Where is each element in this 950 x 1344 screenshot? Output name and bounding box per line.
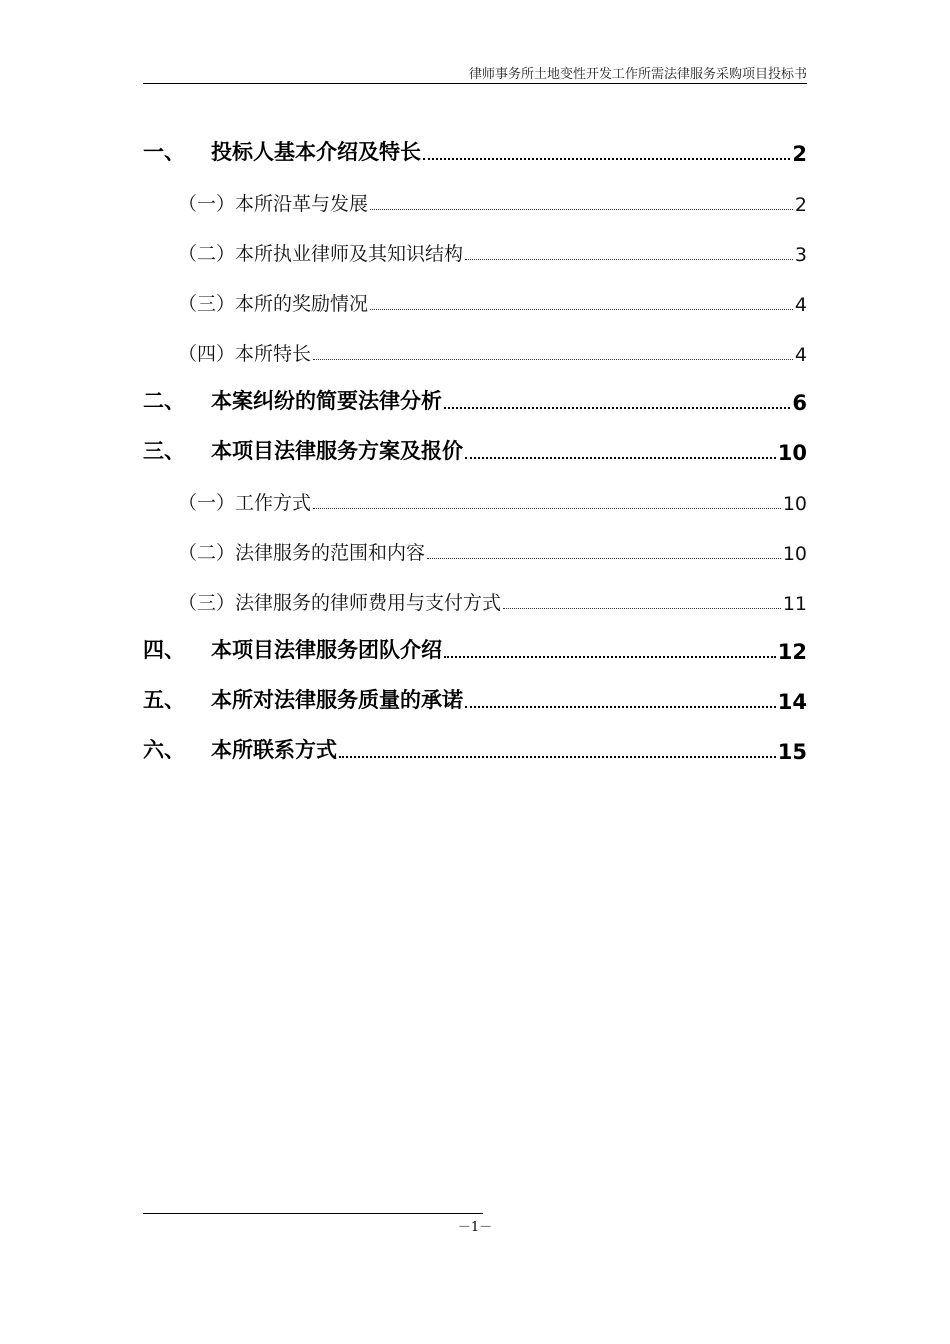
dot-leader — [465, 259, 793, 260]
toc-entry-number: 三、 — [143, 439, 185, 463]
toc-entry-number: 五、 — [143, 688, 185, 712]
toc-entry-page: 15 — [777, 740, 807, 764]
dot-leader — [339, 756, 776, 758]
toc-entry-3-2[interactable] — [178, 531, 807, 565]
toc-entry-6[interactable] — [143, 730, 807, 764]
dot-leader — [370, 309, 793, 310]
toc-entry-number: （二） — [178, 243, 236, 265]
toc-entry-page: 2 — [794, 194, 807, 216]
toc-entry-page: 4 — [794, 344, 807, 366]
dot-leader — [444, 656, 776, 658]
toc-entry-title: 本项目法律服务方案及报价 — [211, 439, 463, 463]
toc-entry-page: 14 — [777, 690, 807, 714]
toc-entry-1-2[interactable] — [178, 232, 807, 266]
toc-entry-page: 2 — [792, 142, 807, 166]
footer-rule — [143, 1213, 483, 1214]
toc-entry-page: 3 — [794, 244, 807, 266]
dot-leader — [444, 407, 790, 409]
header-rule — [143, 83, 807, 84]
page-number: －1－ — [457, 1220, 493, 1235]
toc-entry-page: 10 — [782, 543, 807, 565]
toc-entry-title: 法律服务的律师费用与支付方式 — [235, 592, 502, 614]
toc-entry-page: 6 — [792, 391, 807, 415]
toc-entry-3-3[interactable] — [178, 581, 807, 615]
toc-entry-number: （二） — [178, 542, 236, 564]
toc-entry-title: 本所的奖励情况 — [235, 293, 369, 315]
toc-entry-title: 本所执业律师及其知识结构 — [235, 243, 464, 265]
toc-entry-number: （一） — [178, 193, 236, 215]
toc-entry-page: 4 — [794, 294, 807, 316]
toc-entry-number: （三） — [178, 592, 236, 614]
toc-entry-title: 本所对法律服务质量的承诺 — [211, 688, 463, 712]
dot-leader — [465, 706, 776, 708]
toc-entry-number: （三） — [178, 293, 236, 315]
toc-entry-title: 本项目法律服务团队介绍 — [211, 638, 442, 662]
toc-entry-number: （一） — [178, 492, 236, 514]
toc-entry-title: 工作方式 — [235, 492, 312, 514]
toc-entry-number: （四） — [178, 343, 236, 365]
dot-leader — [427, 558, 781, 559]
toc-entry-1-1[interactable] — [178, 182, 807, 216]
toc-entry-number: 一、 — [143, 140, 185, 164]
toc-entry-4[interactable] — [143, 630, 807, 664]
toc-entry-1-4[interactable] — [178, 332, 807, 366]
dot-leader — [370, 209, 793, 210]
toc-entry-3[interactable] — [143, 431, 807, 465]
toc-entry-page: 11 — [782, 593, 807, 615]
toc-entry-number: 六、 — [143, 738, 185, 762]
toc-entry-2[interactable] — [143, 381, 807, 415]
toc-entry-1[interactable] — [143, 132, 807, 166]
dot-leader — [313, 508, 781, 509]
toc-entry-page: 12 — [777, 640, 807, 664]
toc-entry-1-3[interactable] — [178, 282, 807, 316]
toc-entry-5[interactable] — [143, 680, 807, 714]
toc-entry-3-1[interactable] — [178, 481, 807, 515]
toc-entry-number: 四、 — [143, 638, 185, 662]
toc-entry-page: 10 — [782, 493, 807, 515]
toc-entry-title: 本所特长 — [235, 343, 312, 365]
toc-entry-number: 二、 — [143, 389, 185, 413]
dot-leader — [313, 359, 793, 360]
dot-leader — [465, 457, 776, 459]
dot-leader — [423, 158, 790, 160]
toc-entry-title: 法律服务的范围和内容 — [235, 542, 426, 564]
toc-entry-title: 本所联系方式 — [211, 738, 337, 762]
dot-leader — [503, 608, 781, 609]
toc-entry-page: 10 — [777, 441, 807, 465]
toc-entry-title: 本所沿革与发展 — [235, 193, 369, 215]
toc-entry-title: 本案纠纷的简要法律分析 — [211, 389, 442, 413]
running-header: 律师事务所土地变性开发工作所需法律服务采购项目投标书 — [468, 67, 807, 82]
toc-entry-title: 投标人基本介绍及特长 — [211, 140, 421, 164]
